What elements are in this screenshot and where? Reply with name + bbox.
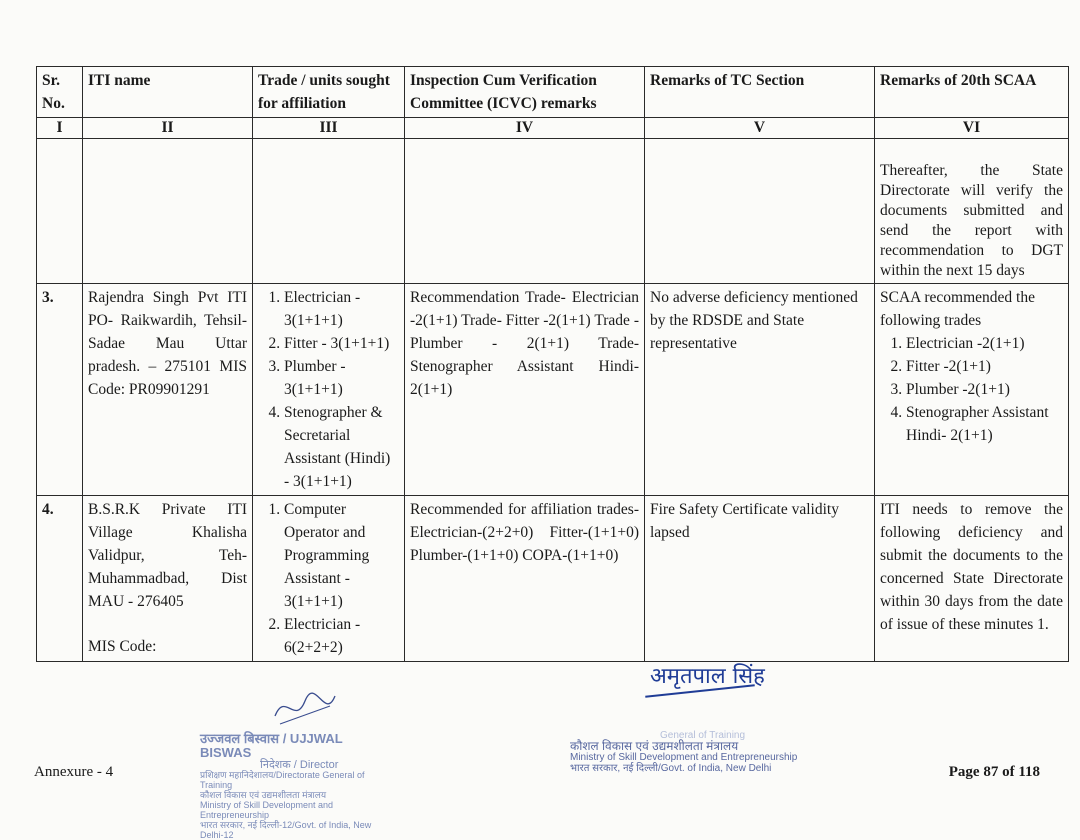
mis-code: MIS Code: — [88, 638, 157, 655]
header-iti-name: ITI name — [83, 67, 253, 118]
roman-iii: III — [253, 118, 405, 139]
stamp-name: उज्जवल बिस्वास / UJJWAL BISWAS — [200, 731, 343, 760]
scaa-remarks — [875, 284, 1069, 496]
ministry-stamp — [570, 730, 815, 774]
trade-list — [258, 498, 399, 659]
scaa-intro: SCAA recommended the following trades — [880, 289, 1035, 329]
header-tc: Remarks of TC Section — [645, 67, 875, 118]
list-item: 4. Stenographer Assistant Hindi- 2(1+1) — [906, 401, 1063, 447]
list-item: 3. Plumber -2(1+1) — [906, 378, 1063, 401]
list-item: 1. Electrician -2(1+1) — [906, 332, 1063, 355]
tc-remarks: No adverse deficiency mentioned by the RDSDE and State representative — [645, 284, 875, 496]
scaa-remarks: ITI needs to remove the following deficiency and submit the documents to the concerned State Directorate within 30 days from the date of issue of these minutes 1. — [875, 496, 1069, 662]
continuation-scaa-text: Thereafter, the State Directorate will verify the documents submitted and send the report with recommendation to DGT within the next 15 days — [875, 139, 1069, 284]
stamp-org-line: Ministry of Skill Development and Entrepreneurship — [570, 752, 798, 763]
icvc-remarks: Recommended for affiliation trades- Electrician-(2+2+0) Fitter-(1+1+0) Plumber-(1+1+0) COPA-(1+1+0) — [405, 496, 645, 662]
header-scaa: Remarks of 20th SCAA — [875, 67, 1069, 118]
trades-cell — [253, 284, 405, 496]
roman-v: V — [645, 118, 875, 139]
page-number: Page 87 of 118 — [948, 764, 1040, 780]
continuation-row — [37, 139, 1069, 284]
iti-name: Rajendra Singh Pvt ITI PO- Raikwardih, Tehsil- Sadae Mau Uttar pradesh. – 275101 MIS Code: PR09901291 — [83, 284, 253, 496]
roman-iv: IV — [405, 118, 645, 139]
sr-no: 3. — [37, 284, 83, 496]
list-item: 2. Fitter -2(1+1) — [906, 355, 1063, 378]
list-item: 2. Fitter - 3(1+1+1) — [284, 332, 399, 355]
stamp-title: निदेशक / Director — [260, 759, 339, 771]
header-icvc: Inspection Cum Verification Committee (ICVC) remarks — [405, 67, 645, 118]
header-row — [37, 67, 1069, 118]
stamp-org-line: प्रशिक्षण महानिदेशालय/Directorate General of Training — [200, 770, 365, 790]
affiliation-table — [36, 66, 1069, 662]
stamp-org-line: भारत सरकार, नई दिल्ली/Govt. of India, New Delhi — [570, 763, 772, 774]
list-item: 4. Stenographer & Secretarial Assistant (Hindi) - 3(1+1+1) — [284, 401, 399, 493]
stamp-org-line: General of Training — [660, 730, 746, 741]
iti-name-cell — [83, 496, 253, 662]
signature-scribble — [270, 686, 340, 730]
list-item: 1. Computer Operator and Programming Assistant - 3(1+1+1) — [284, 498, 399, 613]
sr-no: 4. — [37, 496, 83, 662]
roman-vi: VI — [875, 118, 1069, 139]
roman-numeral-row — [37, 118, 1069, 139]
table-row — [37, 496, 1069, 662]
roman-i: I — [37, 118, 83, 139]
table-row — [37, 284, 1069, 496]
signature: अमृतपाल सिंह — [650, 664, 765, 689]
list-item: 1. Electrician - 3(1+1+1) — [284, 286, 399, 332]
header-sr-no: Sr. No. — [37, 67, 83, 118]
tc-remarks: Fire Safety Certificate validity lapsed — [645, 496, 875, 662]
scaa-trade-list — [880, 332, 1063, 447]
annexure-label: Annexure - 4 — [34, 764, 114, 780]
stamp-org-line: Ministry of Skill Development and Entrepreneurship — [200, 800, 334, 820]
trade-list — [258, 286, 399, 493]
iti-name: B.S.R.K Private ITI Village Khalisha Validpur, Teh- Muhammadbad, Dist MAU - 276405 — [88, 501, 247, 610]
stamp-org-line: कौशल विकास एवं उद्यमशीलता मंत्रालय — [200, 790, 327, 800]
icvc-remarks: Recommendation Trade- Electrician -2(1+1) Trade- Fitter -2(1+1) Trade -Plumber - 2(1+1) Trade-Stenographer Assistant Hindi-2(1+1) — [405, 284, 645, 496]
list-item: 2. Electrician - 6(2+2+2) — [284, 613, 399, 659]
trades-cell — [253, 496, 405, 662]
header-trade: Trade / units sought for affiliation — [253, 67, 405, 118]
roman-ii: II — [83, 118, 253, 139]
stamp-org-line: कौशल विकास एवं उद्यमशीलता मंत्रालय — [570, 739, 739, 753]
stamp-org-line: भारत सरकार, नई दिल्ली-12/Govt. of India, New Delhi-12 — [200, 820, 372, 840]
list-item: 3. Plumber - 3(1+1+1) — [284, 355, 399, 401]
director-stamp — [200, 732, 395, 840]
